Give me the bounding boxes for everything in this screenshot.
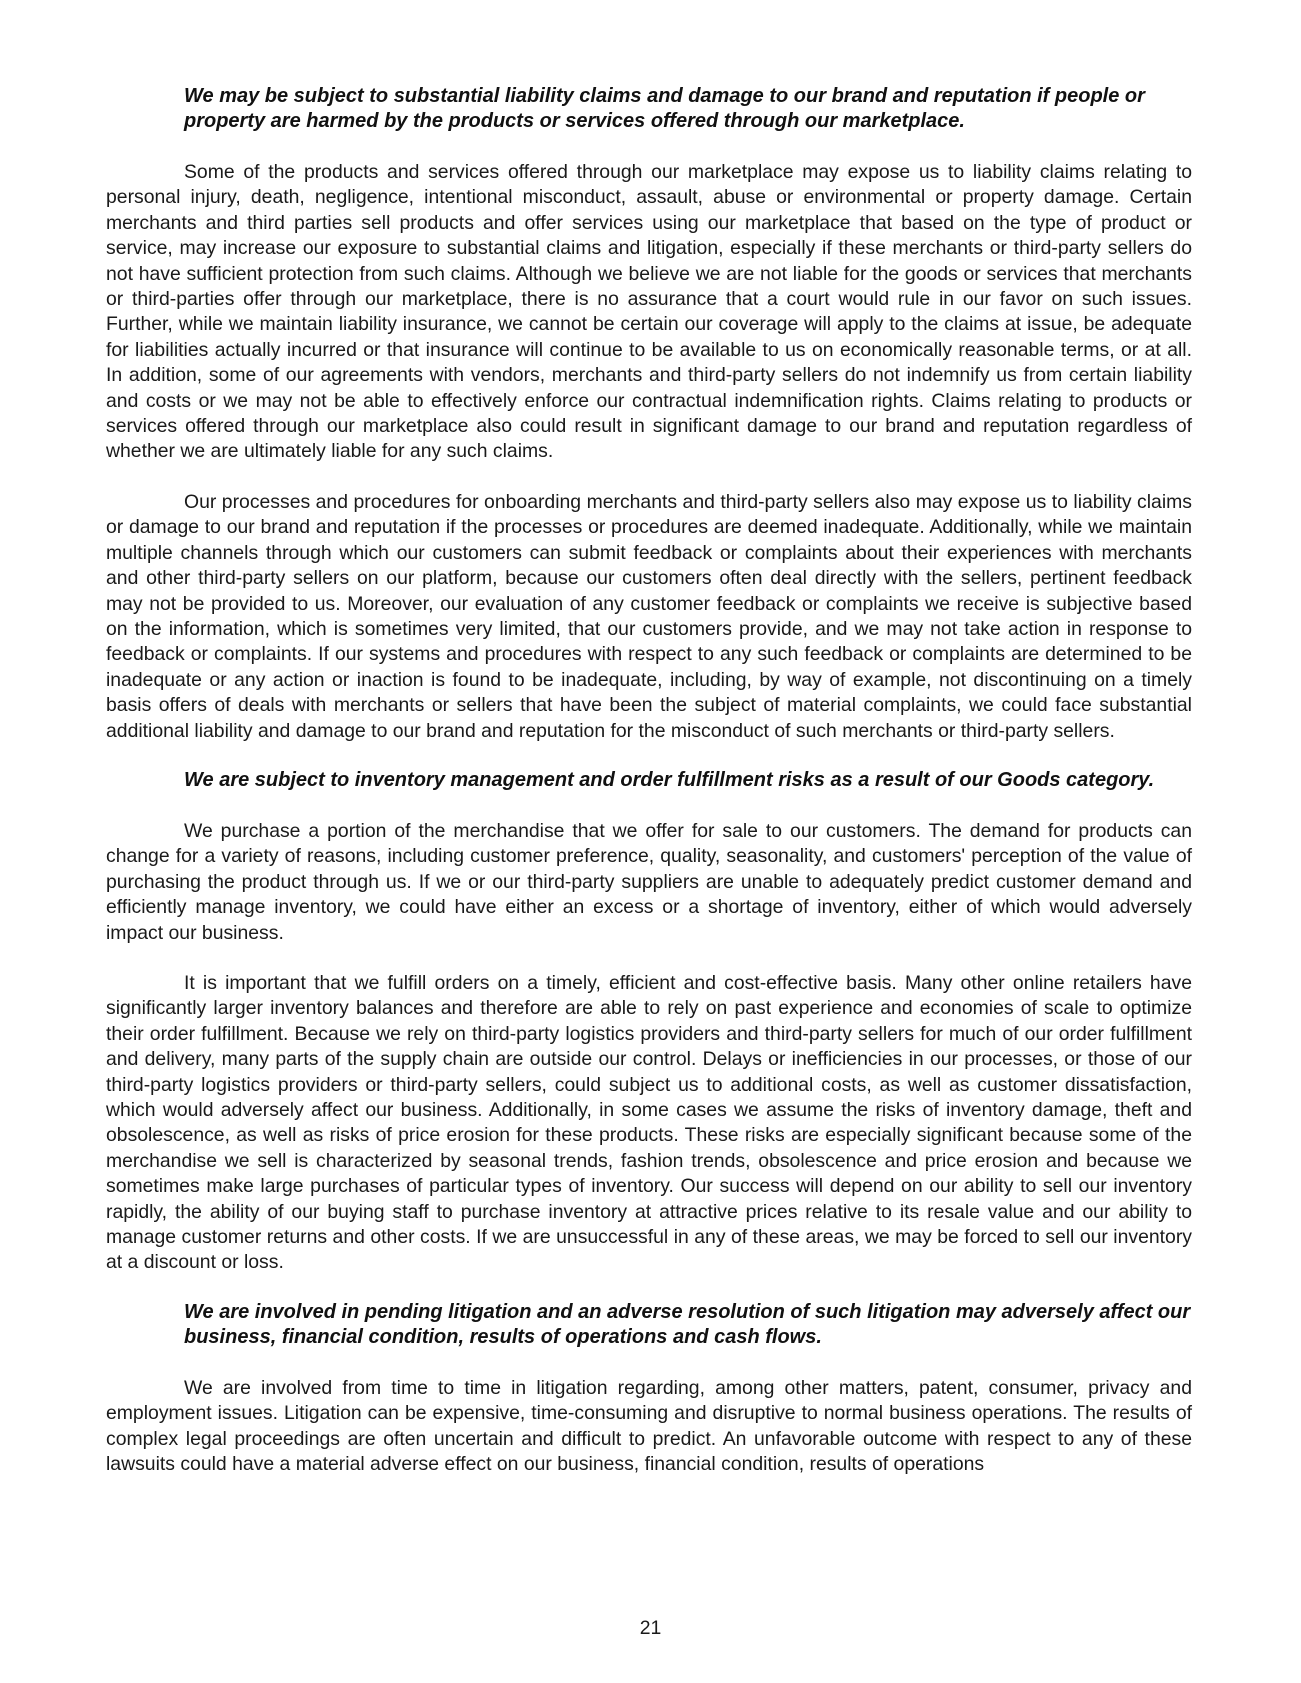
section-heading-inventory-risks: We are subject to inventory management and order fulfillment risks as a result of our Goods category. bbox=[184, 768, 1155, 791]
paragraph-order-fulfillment: It is important that we fulfill orders on a timely, efficient and cost-effective basis. Many other online retailers have significantly larger inventory balances and therefore are able to rely on past experience and economies of scale to optimize their order fulfillment. Because we rely on third-party logistics providers and third-party sellers for much of our order fulfillment and delivery, many parts of the supply chain are outside our control. Delays or inefficiencies in our processes, or those of our third-party logistics providers or third-party sellers, could subject us to additional costs, as well as customer dissatisfaction, which would adversely affect our business. Additionally, in some cases we assume the risks of inventory damage, theft and obsolescence, as well as risks of price erosion for these products. These risks are especially significant because some of the merchandise we sell is characterized by seasonal trends, fashion trends, obsolescence and price erosion and because we sometimes make large purchases of particular types of inventory. Our success will depend on our ability to sell our inventory rapidly, the ability of our buying staff to purchase inventory at attractive prices relative to its resale value and our ability to manage customer returns and other costs. If we are unsuccessful in any of these areas, we may be forced to sell our inventory at a discount or loss. bbox=[106, 971, 1192, 1274]
paragraph-liability-claims: Some of the products and services offered through our marketplace may expose us to liability claims relating to personal injury, death, negligence, intentional misconduct, assault, abuse or environmental or property damage. Certain merchants and third parties sell products and offer services using our marketplace that based on the type of product or service, may increase our exposure to substantial claims and litigation, especially if these merchants or third-party sellers do not have sufficient protection from such claims. Although we believe we are not liable for the goods or services that merchants or third-parties offer through our marketplace, there is no assurance that a court would rule in our favor on such issues. Further, while we maintain liability insurance, we cannot be certain our coverage will apply to the claims at issue, be adequate for liabilities actually incurred or that insurance will continue to be available to us on economically reasonable terms, or at all. In addition, some of our agreements with vendors, merchants and third-party sellers do not indemnify us from certain liability and costs or we may not be able to effectively enforce our contractual indemnification rights. Claims relating to products or services offered through our marketplace also could result in significant damage to our brand and reputation regardless of whether we are ultimately liable for any such claims. bbox=[106, 161, 1192, 463]
document-page bbox=[106, 84, 1192, 1477]
paragraph-merchandise-demand: We purchase a portion of the merchandise that we offer for sale to our customers. The demand for products can change for a variety of reasons, including customer preference, quality, seasonality, and customers' perception of the value of purchasing the product through us. If we or our third-party suppliers are unable to adequately predict customer demand and efficiently manage inventory, we could have either an excess or a shortage of inventory, either of which would adversely impact our business. bbox=[106, 819, 1192, 944]
section-heading-pending-litigation: We are involved in pending litigation and an adverse resolution of such litigation may adversely affect our business, financial condition, results of operations and cash flows. bbox=[184, 1300, 1191, 1348]
paragraph-onboarding-processes: Our processes and procedures for onboarding merchants and third-party sellers also may expose us to liability claims or damage to our brand and reputation if the processes or procedures are deemed inadequate. Additionally, while we maintain multiple channels through which our customers can submit feedback or complaints about their experiences with merchants and other third-party sellers on our platform, because our customers often deal directly with the sellers, pertinent feedback may not be provided to us. Moreover, our evaluation of any customer feedback or complaints we receive is subjective based on the information, which is sometimes very limited, that our customers provide, and we may not take action in response to feedback or complaints. If our systems and procedures with respect to any such feedback or complaints are determined to be inadequate or any action or inaction is found to be inadequate, including, by way of example, not discontinuing on a timely basis offers of deals with merchants or sellers that have been the subject of material complaints, we could face substantial additional liability and damage to our brand and reputation for the misconduct of such merchants or third-party sellers. bbox=[106, 490, 1192, 742]
paragraph-litigation: We are involved from time to time in litigation regarding, among other matters, patent, consumer, privacy and employment issues. Litigation can be expensive, time-consuming and disruptive to normal business operations. The results of complex legal proceedings are often uncertain and difficult to predict. An unfavorable outcome with respect to any of these lawsuits could have a material adverse effect on our business, financial condition, results of operations bbox=[106, 1376, 1192, 1476]
section-heading-liability-claims: We may be subject to substantial liability claims and damage to our brand and reputation if people or property are harmed by the products or services offered through our marketplace. bbox=[184, 85, 1145, 132]
page-number: 21 bbox=[639, 1617, 662, 1639]
